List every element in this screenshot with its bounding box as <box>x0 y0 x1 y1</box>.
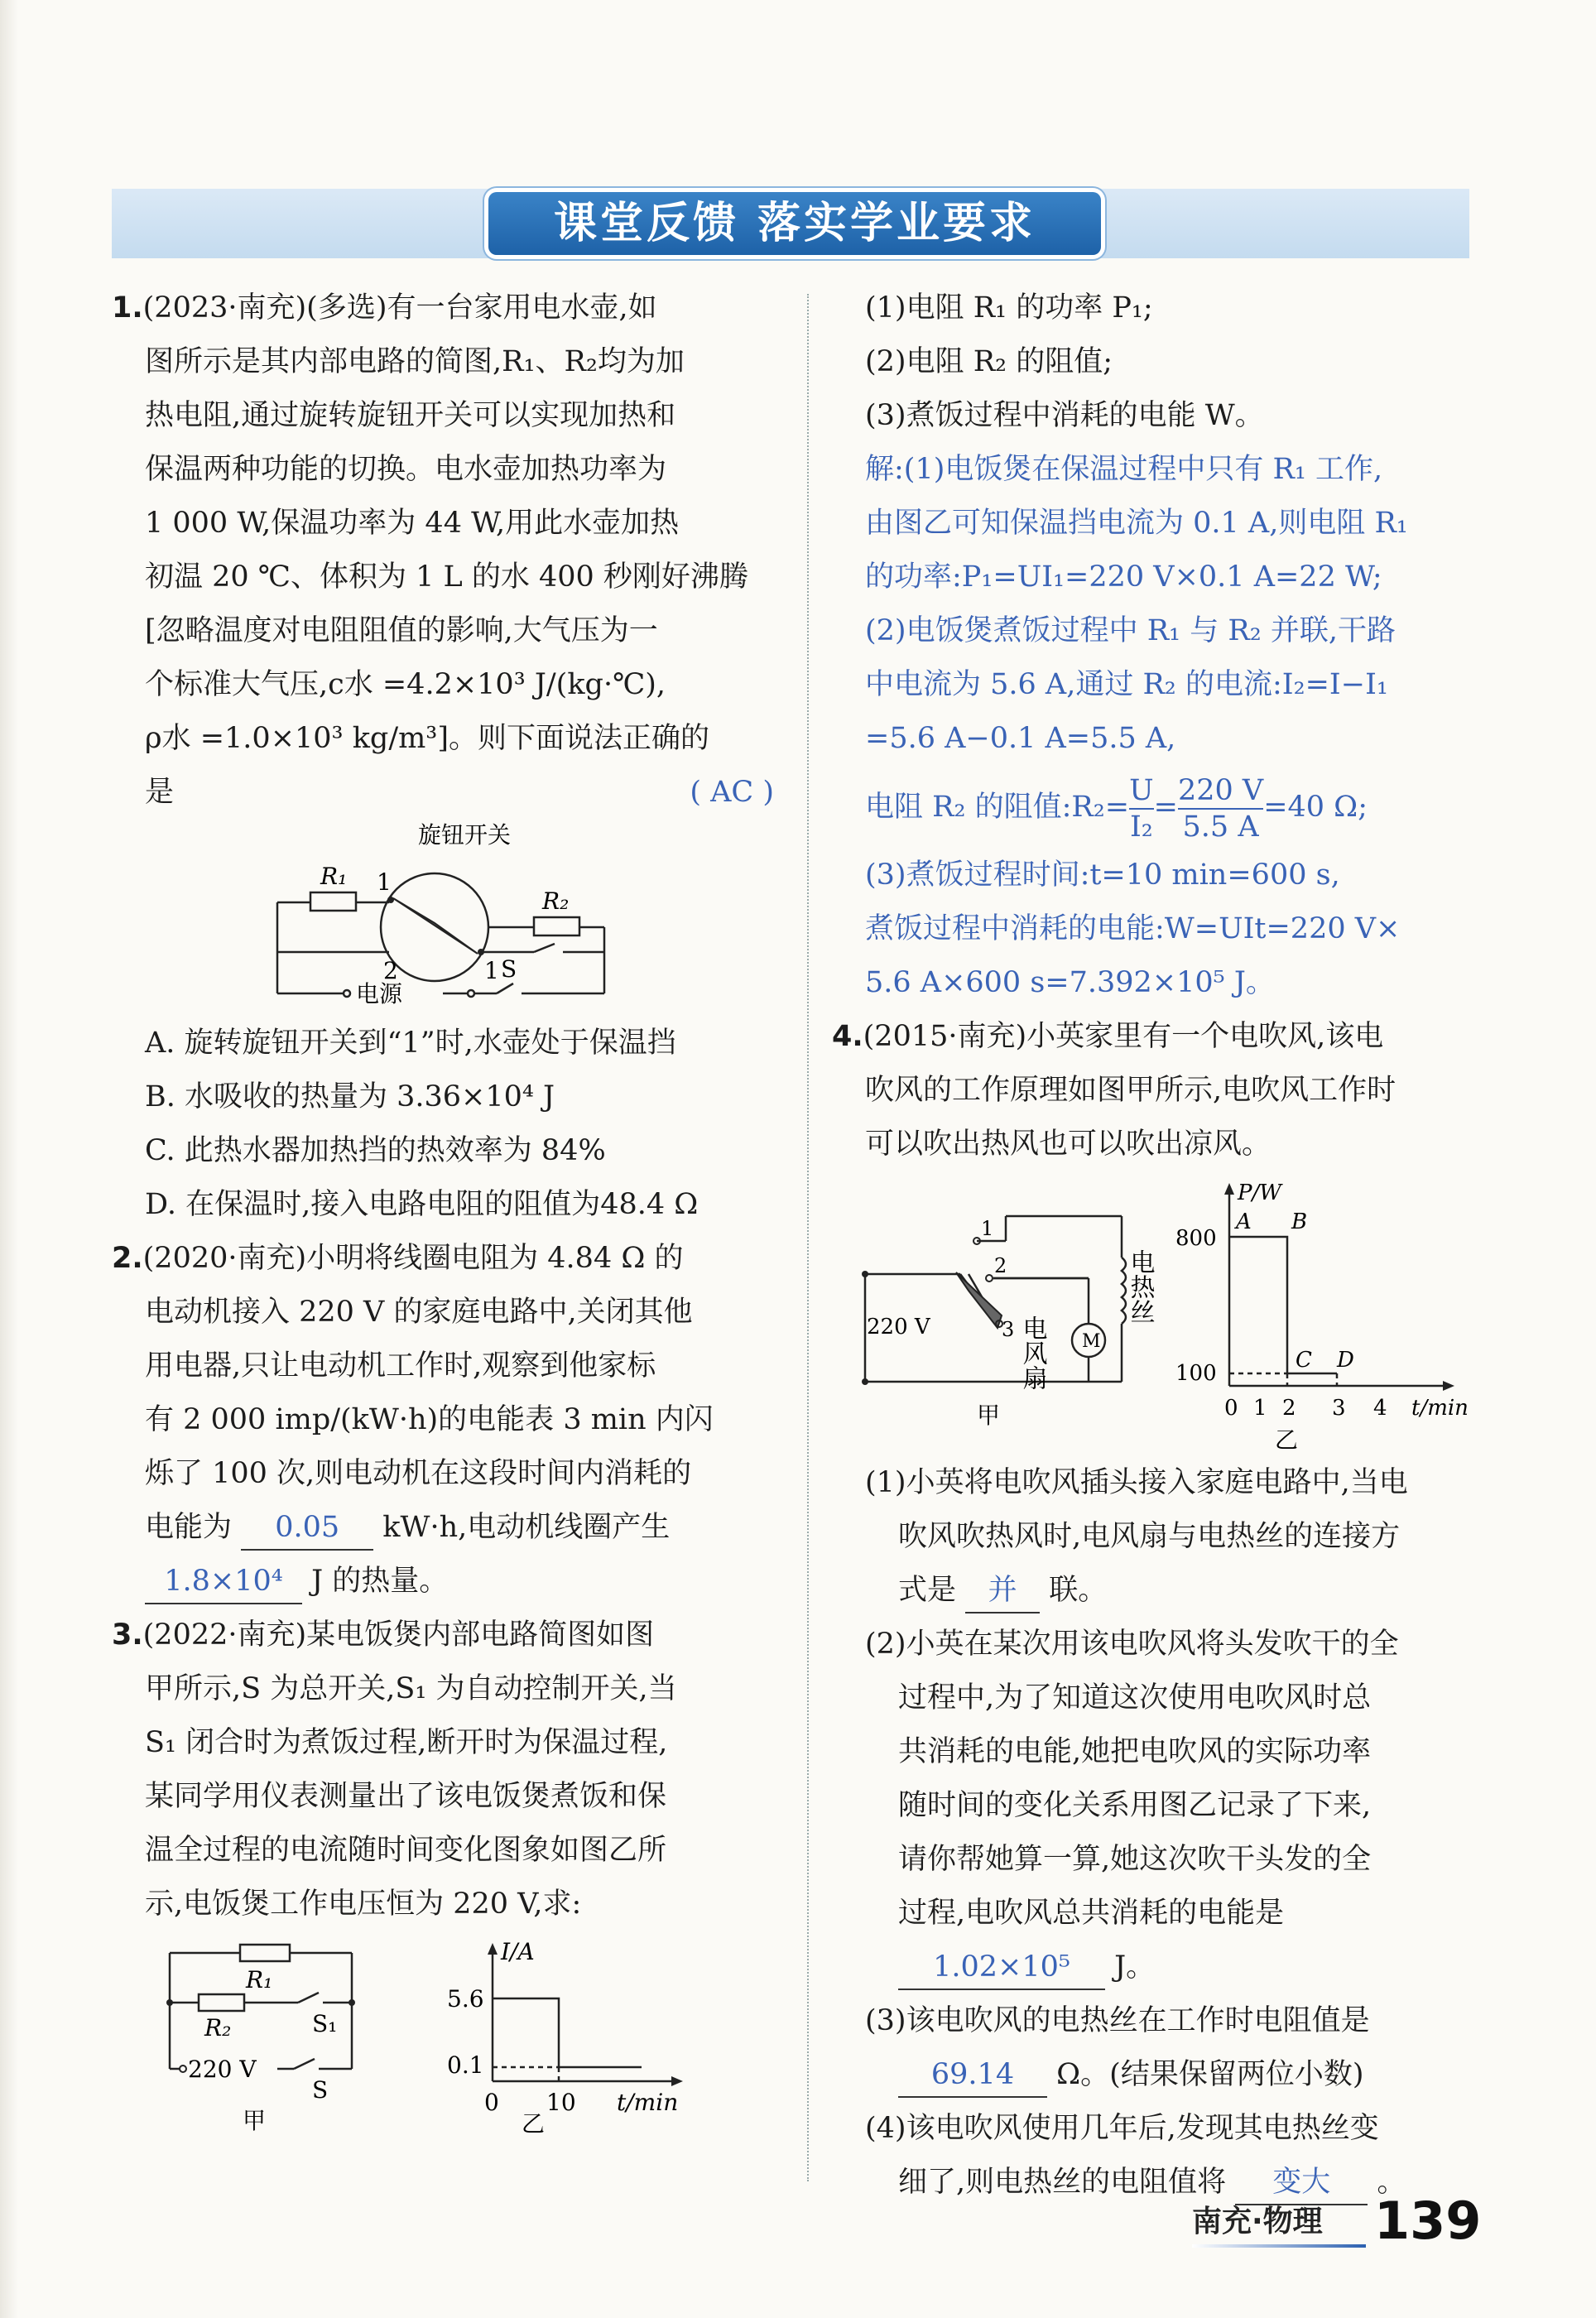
sub-question: (4)该电吹风使用几年后,发现其电热丝变 <box>865 2112 1379 2145</box>
solution-line: 中电流为 5.6 A,通过 R₂ 的电流:I₂=I−I₁ <box>865 668 1388 701</box>
question-text: 初温 20 ℃、体积为 1 L 的水 400 秒刚好沸腾 <box>145 560 748 594</box>
question-text: 图所示是其内部电路的简图,R₁、R₂均为加 <box>145 345 685 378</box>
solution <box>832 443 1478 1010</box>
sub-question: 请你帮她算一算,她这次吹干头发的全 <box>898 1843 1372 1876</box>
caption-jia: 甲 <box>977 1402 1001 1429</box>
label-s1: S₁ <box>312 2010 338 2037</box>
sub-question: (1)小英将电吹风插头接入家庭电路中,当电 <box>865 1466 1408 1499</box>
section-title: 课堂反馈 落实学业要求 <box>553 199 1036 248</box>
answer-blank: 变大 <box>1235 2161 1368 2205</box>
right-column <box>832 281 1478 2210</box>
question-number: 4. <box>832 1020 863 1053</box>
solution-text: =40 Ω; <box>1263 791 1368 824</box>
question-text: 示,电饭煲工作电压恒为 220 V,求: <box>145 1888 582 1921</box>
question-text: 细了,则电热丝的电阻值将 <box>898 2166 1227 2199</box>
label-contact-1: 1 <box>981 1217 994 1240</box>
tick-label-x: 4 <box>1373 1396 1387 1421</box>
fraction-numerator: U <box>1129 773 1154 810</box>
question-text: 保温两种功能的切换。电水壶加热功率为 <box>145 453 667 486</box>
fraction-numerator: 220 V <box>1178 773 1263 810</box>
option-d: D. 在保温时,接入电路电阻的阻值为48.4 Ω <box>145 1188 699 1221</box>
point-label-b: B <box>1291 1209 1308 1234</box>
solution-text: = <box>1153 791 1178 824</box>
solution-line: (2)电饭煲煮饭过程中 R₁ 与 R₂ 并联,干路 <box>865 614 1396 647</box>
caption-yi: 乙 <box>1275 1426 1299 1454</box>
axis-label-y: P/W <box>1238 1181 1281 1205</box>
label-r1: R₁ <box>246 1966 273 1993</box>
label-s: S <box>312 2076 329 2104</box>
tick-label-y: 100 <box>1175 1361 1217 1386</box>
solution-line: (3)煮饭过程时间:t=10 min=600 s, <box>865 858 1340 892</box>
solution-line: 的功率:P₁=UI₁=220 V×0.1 A=22 W; <box>865 560 1382 594</box>
footer-rule <box>1192 2244 1366 2248</box>
fraction-denominator: I₂ <box>1129 810 1153 844</box>
answer-choice: ( AC ) <box>690 776 774 809</box>
question-text: 烁了 100 次,则电动机在这段时间内消耗的 <box>145 1457 692 1490</box>
answer-blank: 1.02×10⁵ <box>898 1945 1105 1990</box>
question-text: 式是 <box>898 1574 957 1607</box>
sub-question: (2)电阻 R₂ 的阻值; <box>865 345 1113 378</box>
tick-label-x: 0 <box>484 2089 499 2116</box>
label-terminal-1b: 1 <box>484 957 499 984</box>
label-terminal-2: 2 <box>383 957 398 984</box>
sub-question: 共消耗的电能,她把电吹风的实际功率 <box>898 1735 1372 1768</box>
page-edge <box>0 0 18 2318</box>
question-text: 温全过程的电流随时间变化图象如图乙所 <box>145 1834 667 1867</box>
tick-label-x: 0 <box>1224 1396 1238 1421</box>
figure-q4-jia-circuit <box>840 1208 1155 1456</box>
axis-label-y: I/A <box>501 1938 535 1965</box>
label-voltage: 220 V <box>867 1315 930 1339</box>
question-number: 3. <box>112 1618 143 1652</box>
question-text: ρ水 =1.0×10³ kg/m³]。则下面说法正确的 <box>145 722 709 755</box>
label-knob-switch: 旋钮开关 <box>418 821 512 849</box>
left-column <box>112 281 774 2135</box>
answer-blank: 0.05 <box>241 1506 373 1551</box>
label-terminal-1: 1 <box>377 868 392 896</box>
solution-line: 煮饭过程中消耗的电能:W=UIt=220 V× <box>865 912 1401 945</box>
label-voltage: 220 V <box>188 2056 257 2083</box>
label-r1: R₁ <box>320 863 348 890</box>
figure-q3-yi-chart <box>443 1936 699 2135</box>
caption-yi: 乙 <box>522 2110 546 2135</box>
page-number: 139 <box>1374 2191 1482 2251</box>
figure-q4-yi-chart <box>1171 1175 1469 1456</box>
point-label-a: A <box>1236 1209 1252 1234</box>
page-footer <box>1192 2190 1523 2256</box>
sub-question: (1)电阻 R₁ 的功率 P₁; <box>865 291 1153 325</box>
sub-question: 过程中,为了知道这次使用电吹风时总 <box>898 1681 1372 1714</box>
figure-q1-circuit <box>261 820 625 1010</box>
sub-question: 随时间的变化关系用图乙记录了下来, <box>898 1789 1372 1822</box>
tick-label-x: 3 <box>1332 1396 1346 1421</box>
question-text: 有 2 000 imp/(kW·h)的电能表 3 min 内闪 <box>145 1403 714 1436</box>
question-4 <box>832 1010 1478 2210</box>
question-text: 热电阻,通过旋转旋钮开关可以实现加热和 <box>145 399 676 432</box>
question-2 <box>112 1232 774 1609</box>
sub-question: 吹风吹热风时,电风扇与电热丝的连接方 <box>898 1520 1401 1553</box>
label-r2: R₂ <box>542 887 570 915</box>
label-motor: M <box>1082 1331 1101 1352</box>
fraction-denominator: 5.5 A <box>1182 810 1259 844</box>
question-text: 个标准大气压,c水 =4.2×10³ J/(kg·℃), <box>145 668 666 701</box>
option-b: B. 水吸收的热量为 3.36×10⁴ J <box>145 1080 555 1113</box>
answer-blank: 1.8×10⁴ <box>145 1560 302 1604</box>
question-text: 吹风的工作原理如图甲所示,电吹风工作时 <box>865 1074 1396 1107</box>
question-text: J。 <box>1114 1950 1156 1984</box>
question-text: 甲所示,S 为总开关,S₁ 为自动控制开关,当 <box>145 1672 677 1705</box>
column-divider <box>807 294 809 2181</box>
tick-label-x: 1 <box>1253 1396 1267 1421</box>
option-c: C. 此热水器加热挡的热效率为 84% <box>145 1134 606 1167</box>
option-a: A. 旋转旋钮开关到“1”时,水壶处于保温挡 <box>145 1027 676 1060</box>
question-text: 可以吹出热风也可以吹出凉风。 <box>865 1128 1272 1161</box>
label-power: 电源 <box>356 980 403 1008</box>
tick-label-x: 10 <box>546 2089 576 2116</box>
footer-label: 南充·物理 <box>1192 2205 1323 2239</box>
question-text: 用电器,只让电动机工作时,观察到他家标 <box>145 1349 656 1383</box>
answer-blank: 69.14 <box>898 2053 1047 2098</box>
question-3-continued <box>832 281 1478 1010</box>
sub-question: (3)该电吹风的电热丝在工作时电阻值是 <box>865 2004 1370 2037</box>
label-contact-3: 3 <box>1002 1318 1015 1341</box>
question-number: 1. <box>112 291 143 325</box>
answer-blank: 并 <box>965 1569 1040 1613</box>
axis-label-x: t/min <box>617 2089 679 2116</box>
label-r2: R₂ <box>204 2014 232 2041</box>
caption-jia: 甲 <box>243 2107 267 2134</box>
sub-question: (3)煮饭过程中消耗的电能 W。 <box>865 399 1264 432</box>
question-text: 电能为 <box>145 1511 233 1544</box>
tick-label-y: 0.1 <box>447 2051 484 2079</box>
solution-line: 解:(1)电饭煲在保温过程中只有 R₁ 工作, <box>865 453 1383 486</box>
figure-q3-jia-circuit <box>153 1936 401 2135</box>
question-text: 某同学用仪表测量出了该电饭煲煮饭和保 <box>145 1780 667 1813</box>
question-text: (2015·南充)小英家里有一个电吹风,该电 <box>863 1020 1384 1053</box>
question-text: J 的热量。 <box>311 1565 449 1598</box>
solution-text: 电阻 R₂ 的阻值:R₂= <box>865 791 1130 824</box>
tick-label-y: 800 <box>1175 1226 1217 1251</box>
fraction <box>1129 773 1154 844</box>
question-text: (2023·南充)(多选)有一台家用电水壶,如 <box>142 291 657 325</box>
point-label-c: C <box>1296 1348 1312 1373</box>
solution-line: 由图乙可知保温挡电流为 0.1 A,则电阻 R₁ <box>865 507 1408 540</box>
question-text: (2022·南充)某电饭煲内部电路简图如图 <box>142 1618 655 1652</box>
question-text: 联。 <box>1049 1574 1108 1607</box>
question-text: [忽略温度对电阻阻值的影响,大气压为一 <box>145 614 658 647</box>
label-heater: 电热丝 <box>1125 1249 1155 1324</box>
fraction <box>1178 773 1263 844</box>
sub-question: 过程,电吹风总共消耗的电能是 <box>898 1897 1285 1930</box>
axis-label-x: t/min <box>1411 1396 1469 1421</box>
solution-line: 5.6 A×600 s=7.392×10⁵ J。 <box>865 966 1275 999</box>
question-text: (2020·南充)小明将线圈电阻为 4.84 Ω 的 <box>142 1242 684 1275</box>
label-switch-s: S <box>501 955 517 983</box>
question-text: 1 000 W,保温功率为 44 W,用此水壶加热 <box>145 507 680 540</box>
question-text: kW·h,电动机线圈产生 <box>382 1511 671 1544</box>
question-text: 电动机接入 220 V 的家庭电路中,关闭其他 <box>145 1296 693 1329</box>
question-text: 。 <box>1377 2166 1406 2199</box>
question-number: 2. <box>112 1242 143 1275</box>
question-text: 是 <box>145 776 175 809</box>
question-text: S₁ 闭合时为煮饭过程,断开时为保温过程, <box>145 1726 668 1759</box>
question-3 <box>112 1609 774 2135</box>
question-1 <box>112 281 774 1232</box>
tick-label-y: 5.6 <box>447 1985 484 2013</box>
sub-question: (2)小英在某次用该电吹风将头发吹干的全 <box>865 1628 1399 1661</box>
label-fan: 电风扇 <box>1017 1315 1047 1390</box>
point-label-d: D <box>1337 1348 1354 1373</box>
question-text: Ω。(结果保留两位小数) <box>1056 2058 1364 2091</box>
tick-label-x: 2 <box>1282 1396 1296 1421</box>
label-contact-2: 2 <box>994 1254 1007 1277</box>
solution-line: =5.6 A−0.1 A=5.5 A, <box>865 722 1176 755</box>
